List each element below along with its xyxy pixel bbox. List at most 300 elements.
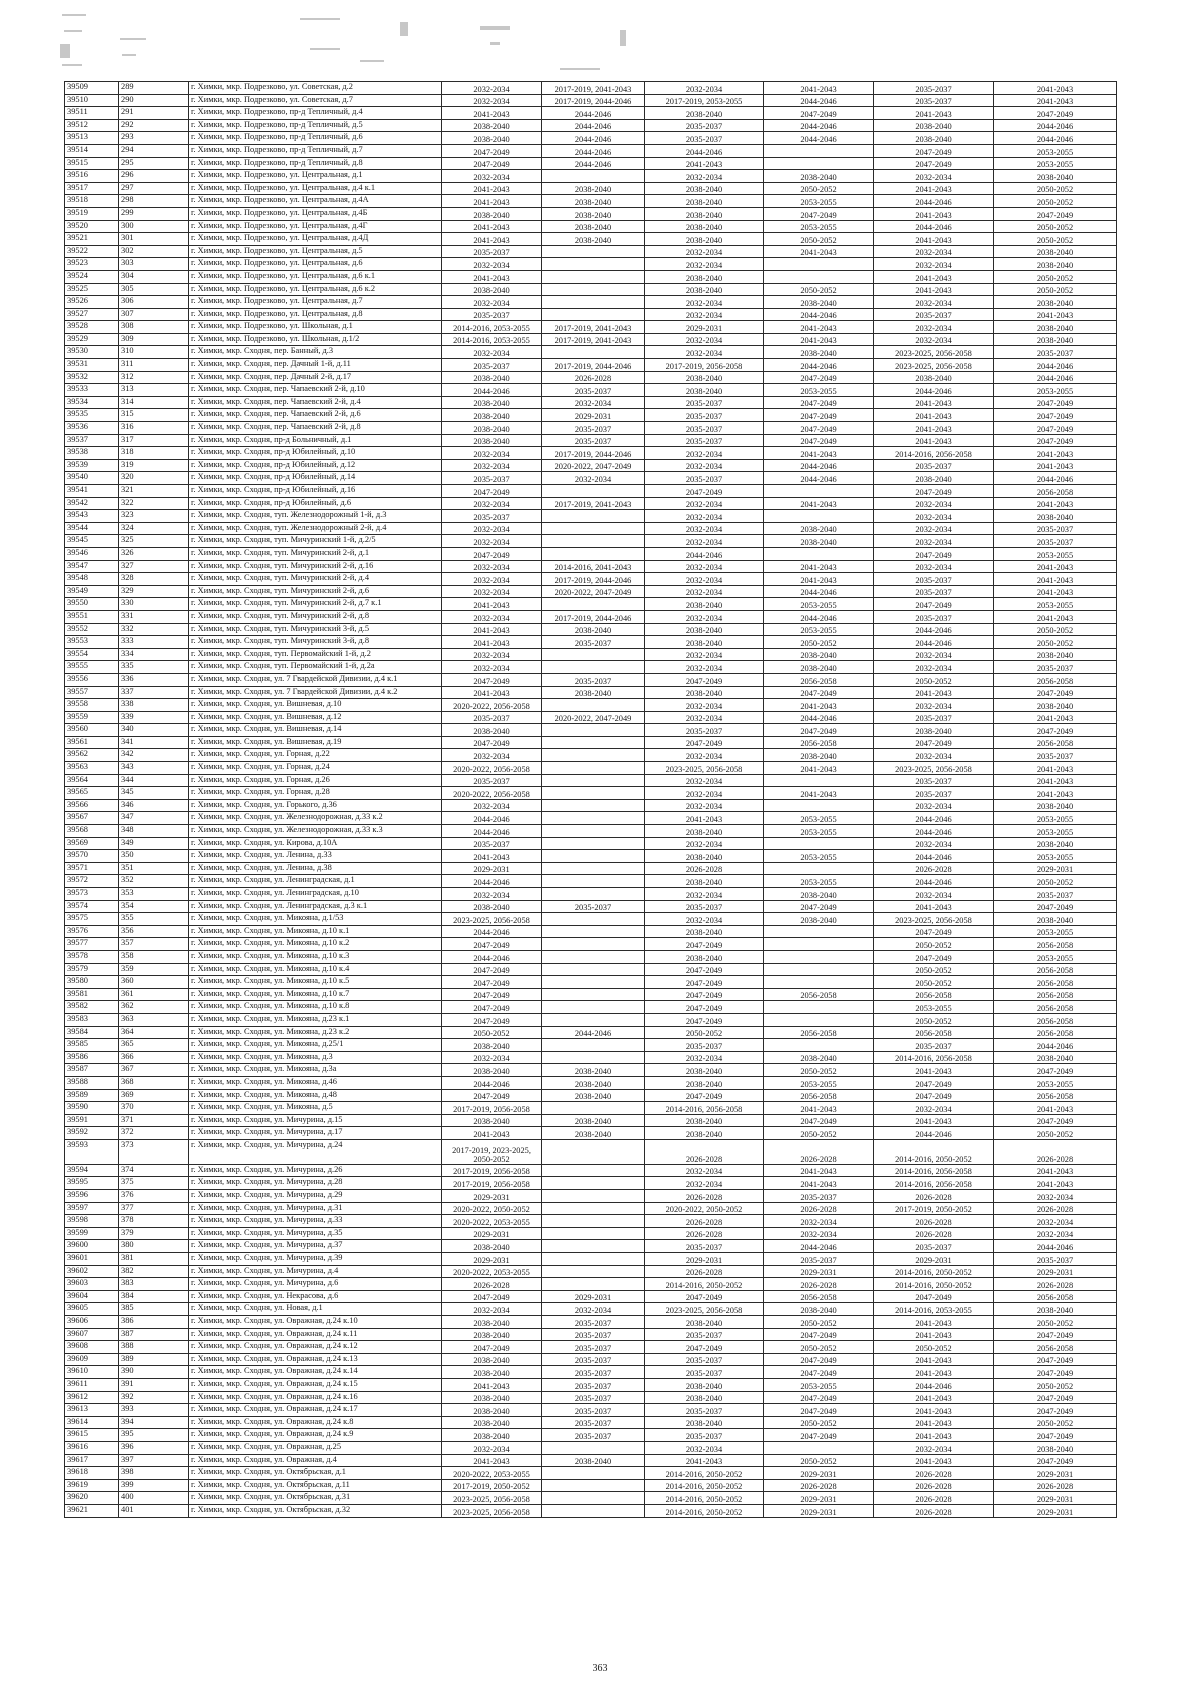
table-cell: 2038-2040 [764,913,874,926]
table-cell: 2047-2049 [442,1013,542,1026]
table-cell: 39550 [65,598,119,611]
table-cell: 2047-2049 [764,724,874,737]
table-cell: 2047-2049 [764,1404,874,1417]
table-cell: 2041-2043 [645,1454,764,1467]
table-cell: 2029-2031 [442,1253,542,1266]
table-cell: 2050-2052 [874,1341,994,1354]
table-cell [542,1278,645,1291]
table-cell: 2047-2049 [764,1429,874,1442]
table-cell: 2017-2019, 2041-2043 [542,321,645,334]
table-row [65,396,1117,409]
table-cell: 39577 [65,938,119,951]
table-cell: 2053-2055 [994,950,1117,963]
table-row [65,132,1117,145]
table-cell: 295 [119,157,189,170]
table-cell: 39605 [65,1303,119,1316]
table-cell: 2020-2022, 2047-2049 [542,585,645,598]
table-cell: 330 [119,598,189,611]
table-cell: 2014-2016, 2056-2058 [874,1164,994,1177]
table-cell: 39511 [65,107,119,120]
table-cell: 2035-2037 [874,787,994,800]
table-cell: 2047-2049 [994,434,1117,447]
table-cell: 39585 [65,1039,119,1052]
table-cell: 2035-2037 [994,522,1117,535]
table-cell [542,875,645,888]
table-cell [542,1240,645,1253]
table-cell: 365 [119,1039,189,1052]
table-cell: 2041-2043 [764,699,874,712]
table-cell: 371 [119,1114,189,1127]
table-cell: 39614 [65,1416,119,1429]
table-cell: 2044-2046 [764,308,874,321]
table-cell: 2035-2037 [542,1404,645,1417]
table-cell: 2038-2040 [994,296,1117,309]
table-row [65,787,1117,800]
table-cell: 2035-2037 [542,636,645,649]
table-cell: 352 [119,875,189,888]
table-cell: 2041-2043 [442,1454,542,1467]
table-cell: 39569 [65,837,119,850]
table-cell: 39570 [65,850,119,863]
table-cell: г. Химки, мкр. Сходня, туп. Мичуринский 2-й, д.1 [189,547,442,560]
table-cell: 2038-2040 [645,875,764,888]
table-cell: 346 [119,799,189,812]
table-cell: г. Химки, мкр. Сходня, ул. Овражная, д.24 к.15 [189,1378,442,1391]
table-row [65,1504,1117,1517]
table-cell: г. Химки, мкр. Сходня, ул. Вишневая, д.14 [189,724,442,737]
table-cell: 2044-2046 [442,825,542,838]
table-cell: 2035-2037 [645,1353,764,1366]
table-row [65,447,1117,460]
table-cell: 2032-2034 [645,749,764,762]
table-cell: 2038-2040 [994,245,1117,258]
table-cell: 2038-2040 [764,296,874,309]
table-cell: 39579 [65,963,119,976]
table-cell: 39532 [65,371,119,384]
table-cell: 2056-2058 [994,736,1117,749]
table-cell: 2032-2034 [442,535,542,548]
table-cell: 2044-2046 [764,1240,874,1253]
table-cell: 2044-2046 [874,636,994,649]
table-cell: 311 [119,359,189,372]
table-cell [764,799,874,812]
table-cell: 2044-2046 [994,1039,1117,1052]
table-cell: 2041-2043 [764,1102,874,1115]
table-cell: 2047-2049 [994,409,1117,422]
table-cell [764,1013,874,1026]
table-cell [764,938,874,951]
table-cell: 2041-2043 [442,195,542,208]
table-cell: 2044-2046 [874,825,994,838]
table-cell: 2026-2028 [994,1139,1117,1164]
table-cell: 306 [119,296,189,309]
table-cell: 2020-2022, 2047-2049 [542,711,645,724]
table-cell: г. Химки, мкр. Сходня, пер. Чапаевский 2-й, д.8 [189,422,442,435]
table-cell: 2035-2037 [442,774,542,787]
table-cell: 39599 [65,1227,119,1240]
table-cell: 2035-2037 [645,119,764,132]
table-cell: 2047-2049 [442,144,542,157]
table-cell: 2032-2034 [442,749,542,762]
table-cell: 323 [119,510,189,523]
table-row [65,195,1117,208]
table-cell [542,1215,645,1228]
table-cell: 39593 [65,1139,119,1164]
table-cell: 392 [119,1391,189,1404]
table-cell [542,1139,645,1164]
table-cell: 2017-2019, 2056-2058 [442,1102,542,1115]
table-cell: 2035-2037 [645,472,764,485]
table-cell: г. Химки, мкр. Сходня, туп. Мичуринский 2-й, д.6 [189,585,442,598]
table-cell: 2035-2037 [874,711,994,724]
table-cell: г. Химки, мкр. Подрезково, пр-д Тепличный, д.8 [189,157,442,170]
table-cell: 2038-2040 [542,686,645,699]
table-cell: 2014-2016, 2050-2052 [874,1265,994,1278]
table-cell: 2032-2034 [442,459,542,472]
table-cell: 2050-2052 [994,1316,1117,1329]
table-cell: г. Химки, мкр. Сходня, ул. Мичурина, д.33 [189,1215,442,1228]
table-cell: 2041-2043 [994,610,1117,623]
table-cell: 2047-2049 [994,900,1117,913]
table-cell: 2017-2019, 2050-2052 [874,1202,994,1215]
table-cell [542,799,645,812]
table-cell: 2035-2037 [542,1328,645,1341]
table-cell: 2056-2058 [874,1026,994,1039]
table-cell: 2041-2043 [442,270,542,283]
table-cell: 2050-2052 [994,1416,1117,1429]
table-cell: 2047-2049 [764,396,874,409]
table-cell: г. Химки, мкр. Сходня, ул. Микояна, д.10 к.3 [189,950,442,963]
table-cell: 2041-2043 [764,82,874,95]
table-cell: 2023-2025, 2056-2058 [645,762,764,775]
table-cell: 39574 [65,900,119,913]
table-cell: 342 [119,749,189,762]
table-cell: г. Химки, мкр. Сходня, ул. Ленинградская, д.10 [189,888,442,901]
table-row [65,1416,1117,1429]
table-cell: 2023-2025, 2056-2058 [442,1492,542,1505]
table-cell: 39591 [65,1114,119,1127]
table-cell: г. Химки, мкр. Сходня, ул. Мичурина, д.6 [189,1278,442,1291]
table-cell: 2029-2031 [442,862,542,875]
table-row [65,1039,1117,1052]
table-cell: 2035-2037 [874,1240,994,1253]
table-cell [542,283,645,296]
table-cell [542,535,645,548]
table-cell: 324 [119,522,189,535]
table-cell: 304 [119,270,189,283]
table-cell: г. Химки, мкр. Сходня, ул. Микояна, д.46 [189,1076,442,1089]
table-cell: 2056-2058 [764,736,874,749]
table-cell: г. Химки, мкр. Сходня, ул. Овражная, д.24 к.8 [189,1416,442,1429]
table-cell: 2050-2052 [764,1316,874,1329]
table-cell: 39528 [65,321,119,334]
table-cell [542,598,645,611]
table-cell: 2017-2019, 2041-2043 [542,82,645,95]
table-cell: 2047-2049 [764,409,874,422]
table-cell [542,837,645,850]
table-cell: 2047-2049 [442,547,542,560]
table-cell: 363 [119,1013,189,1026]
table-cell: 2044-2046 [874,220,994,233]
table-cell: 39544 [65,522,119,535]
table-cell: 2047-2049 [874,157,994,170]
table-cell: 2038-2040 [442,396,542,409]
table-cell: 2017-2019, 2044-2046 [542,610,645,623]
table-cell: 2044-2046 [442,812,542,825]
table-cell [542,1013,645,1026]
table-cell: г. Химки, мкр. Сходня, ул. Мичурина, д.29 [189,1190,442,1203]
table-cell: 376 [119,1190,189,1203]
table-cell: 2038-2040 [542,207,645,220]
table-cell [542,938,645,951]
table-cell: г. Химки, мкр. Сходня, ул. Ленина, д.38 [189,862,442,875]
table-cell: г. Химки, мкр. Сходня, ул. Кирова, д.10А [189,837,442,850]
table-row [65,875,1117,888]
table-cell: 39514 [65,144,119,157]
table-cell [764,1001,874,1014]
table-cell: 2026-2028 [874,1215,994,1228]
table-cell: 2038-2040 [994,799,1117,812]
table-cell: 2041-2043 [994,82,1117,95]
table-cell: 39519 [65,207,119,220]
table-cell [542,510,645,523]
table-cell: 2032-2034 [874,497,994,510]
table-cell: 2050-2052 [764,1454,874,1467]
table-cell: 39567 [65,812,119,825]
table-cell: 2041-2043 [874,1454,994,1467]
table-cell: 2044-2046 [994,359,1117,372]
table-cell: 2026-2028 [874,1492,994,1505]
table-cell: 2032-2034 [994,1215,1117,1228]
table-cell: 2032-2034 [874,296,994,309]
table-cell: 2032-2034 [645,170,764,183]
table-cell: 2041-2043 [874,1404,994,1417]
table-cell: г. Химки, мкр. Сходня, туп. Мичуринский 3-й, д.8 [189,636,442,649]
table-row [65,1353,1117,1366]
table-row [65,925,1117,938]
table-cell: 2050-2052 [442,1026,542,1039]
table-cell: 2017-2019, 2044-2046 [542,573,645,586]
table-cell: г. Химки, мкр. Сходня, ул. Ленинградская, д.3 к.1 [189,900,442,913]
table-cell: 2026-2028 [874,862,994,875]
table-cell: 39601 [65,1253,119,1266]
table-cell: 2047-2049 [764,207,874,220]
table-cell [542,661,645,674]
table-cell: 377 [119,1202,189,1215]
table-cell [542,1039,645,1052]
table-cell: 289 [119,82,189,95]
table-cell: 2038-2040 [442,1064,542,1077]
table-cell [542,1190,645,1203]
table-row [65,812,1117,825]
table-cell: 2047-2049 [645,1290,764,1303]
table-cell: 2020-2022, 2056-2058 [442,787,542,800]
table-cell: 2044-2046 [874,850,994,863]
table-row [65,648,1117,661]
table-cell: 393 [119,1404,189,1417]
table-cell: 2032-2034 [442,661,542,674]
table-cell: 2047-2049 [764,1114,874,1127]
table-cell: 2032-2034 [874,888,994,901]
table-cell: 39513 [65,132,119,145]
table-cell: 2038-2040 [542,1064,645,1077]
table-cell: 2032-2034 [764,1215,874,1228]
table-cell: 2026-2028 [994,1479,1117,1492]
table-row [65,1202,1117,1215]
table-cell [764,510,874,523]
table-cell: г. Химки, мкр. Сходня, ул. Овражная, д.24 к.13 [189,1353,442,1366]
table-cell: 2038-2040 [442,1316,542,1329]
table-row [65,837,1117,850]
table-cell [764,270,874,283]
table-row [65,258,1117,271]
table-cell [542,308,645,321]
table-row [65,888,1117,901]
table-cell: 2038-2040 [645,1378,764,1391]
table-cell: 39545 [65,535,119,548]
table-cell: 39611 [65,1378,119,1391]
table-cell: 2032-2034 [645,837,764,850]
table-cell: 394 [119,1416,189,1429]
table-cell: 2056-2058 [994,1089,1117,1102]
table-cell: 2050-2052 [994,283,1117,296]
table-cell: 2053-2055 [994,598,1117,611]
table-cell: 320 [119,472,189,485]
table-cell: 39584 [65,1026,119,1039]
table-cell: г. Химки, мкр. Сходня, ул. 7 Гвардейской Дивизии, д.4 к.1 [189,673,442,686]
table-cell: 2032-2034 [874,535,994,548]
table-cell: 2053-2055 [764,825,874,838]
table-row [65,359,1117,372]
table-cell: 374 [119,1164,189,1177]
table-cell: 2035-2037 [645,434,764,447]
table-cell: 2050-2052 [645,1026,764,1039]
table-cell: 2014-2016, 2056-2058 [874,447,994,460]
table-cell: 39566 [65,799,119,812]
table-cell: 2047-2049 [874,1089,994,1102]
table-cell: 2047-2049 [764,371,874,384]
table-row [65,220,1117,233]
table-cell: 2044-2046 [994,119,1117,132]
table-cell: г. Химки, мкр. Сходня, ул. Мичурина, д.31 [189,1202,442,1215]
table-cell: 2050-2052 [764,233,874,246]
table-cell [542,699,645,712]
table-cell: 2029-2031 [542,409,645,422]
table-cell: г. Химки, мкр. Сходня, пер. Дачный 1-й, д.11 [189,359,442,372]
table-cell: 2041-2043 [994,762,1117,775]
table-cell: 39538 [65,447,119,460]
table-cell: 388 [119,1341,189,1354]
table-cell: 2032-2034 [994,1190,1117,1203]
table-cell: г. Химки, мкр. Сходня, ул. Микояна, д.10 к.2 [189,938,442,951]
table-cell: 39617 [65,1454,119,1467]
table-cell: 2014-2016, 2050-2052 [645,1492,764,1505]
table-cell: 2020-2022, 2053-2055 [442,1265,542,1278]
table-cell: 2044-2046 [542,132,645,145]
table-cell: 39531 [65,359,119,372]
table-cell: 2056-2058 [994,988,1117,1001]
table-cell: 2035-2037 [442,837,542,850]
table-cell: 373 [119,1139,189,1164]
table-cell: 39549 [65,585,119,598]
table-cell: 39580 [65,976,119,989]
table-cell: 2044-2046 [994,371,1117,384]
table-cell: 2038-2040 [994,321,1117,334]
table-cell: 2029-2031 [994,862,1117,875]
table-cell: 2041-2043 [874,1416,994,1429]
table-cell: г. Химки, мкр. Сходня, пр-д Юбилейный, д.16 [189,485,442,498]
table-cell: 397 [119,1454,189,1467]
table-cell: г. Химки, мкр. Сходня, ул. Железнодорожная, д.33 к.2 [189,812,442,825]
table-cell: 2041-2043 [874,283,994,296]
table-cell: 39530 [65,346,119,359]
table-cell: 2014-2016, 2050-2052 [874,1139,994,1164]
table-row [65,1366,1117,1379]
table-cell: 39597 [65,1202,119,1215]
table-cell: 390 [119,1366,189,1379]
table-cell: 2032-2034 [645,585,764,598]
table-cell: 336 [119,673,189,686]
table-cell: 325 [119,535,189,548]
table-cell: 39546 [65,547,119,560]
table-cell: 2014-2016, 2056-2058 [645,1102,764,1115]
table-row [65,1441,1117,1454]
table-cell: 2017-2019, 2056-2058 [645,359,764,372]
table-cell: 2044-2046 [442,384,542,397]
table-cell: 2026-2028 [874,1504,994,1517]
table-row [65,1429,1117,1442]
table-cell: 2026-2028 [764,1139,874,1164]
table-cell: 2038-2040 [994,1051,1117,1064]
building-schedule-table [64,81,1117,1518]
table-cell: г. Химки, мкр. Сходня, ул. Микояна, д.1/53 [189,913,442,926]
table-cell [542,346,645,359]
table-cell: г. Химки, мкр. Подрезково, пр-д Тепличный, д.4 [189,107,442,120]
table-cell: 2038-2040 [874,119,994,132]
table-cell: 39558 [65,699,119,712]
table-cell: 2044-2046 [542,144,645,157]
table-cell: г. Химки, мкр. Сходня, пр-д Юбилейный, д.12 [189,459,442,472]
table-cell: 359 [119,963,189,976]
table-cell: 2050-2052 [994,623,1117,636]
table-cell: г. Химки, мкр. Подрезково, ул. Центральная, д.5 [189,245,442,258]
table-cell: 2038-2040 [645,1064,764,1077]
table-cell: 2044-2046 [994,1240,1117,1253]
table-cell: 368 [119,1076,189,1089]
table-cell: 301 [119,233,189,246]
table-row [65,296,1117,309]
table-cell: 39561 [65,736,119,749]
table-cell [542,1504,645,1517]
table-cell [764,837,874,850]
table-cell: 2041-2043 [994,459,1117,472]
table-cell: 362 [119,1001,189,1014]
table-cell: г. Химки, мкр. Сходня, ул. Микояна, д.23 к.1 [189,1013,442,1026]
table-row [65,749,1117,762]
table-cell: г. Химки, мкр. Сходня, ул. Овражная, д.24 к.10 [189,1316,442,1329]
table-row [65,950,1117,963]
table-cell: 39533 [65,384,119,397]
table-cell: 300 [119,220,189,233]
table-cell: 39575 [65,913,119,926]
table-cell: 2035-2037 [542,422,645,435]
table-cell: 39521 [65,233,119,246]
table-cell: 353 [119,888,189,901]
table-row [65,434,1117,447]
table-cell: 2035-2037 [994,888,1117,901]
table-cell: 2041-2043 [874,1064,994,1077]
table-cell: 2053-2055 [994,157,1117,170]
